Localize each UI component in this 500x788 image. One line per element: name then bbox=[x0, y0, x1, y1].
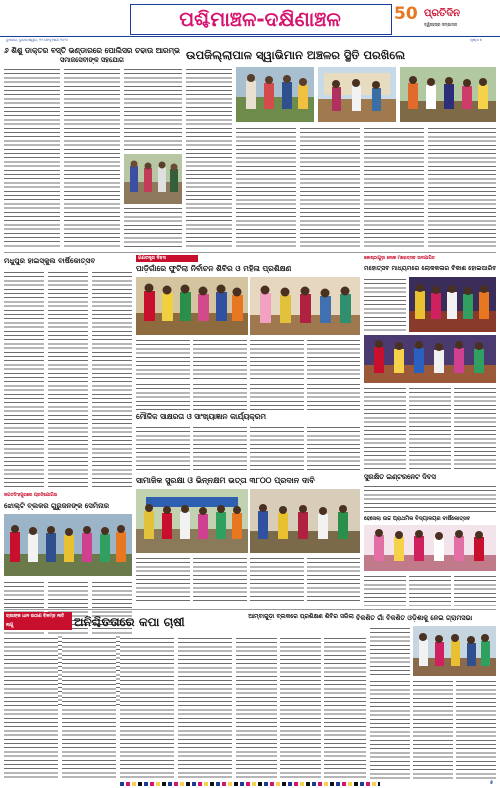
body-text bbox=[364, 126, 424, 247]
body-text bbox=[307, 338, 360, 380]
article-subcollector bbox=[186, 46, 496, 251]
body-text bbox=[280, 636, 321, 780]
headline: ମଧୁପୁର ହାଇସ୍କୁଲ ବାର୍ଷିକୋତ୍ସବ bbox=[4, 256, 96, 265]
article-cotton-farmers bbox=[4, 612, 232, 780]
article-child-doctor bbox=[4, 46, 182, 251]
news-photo bbox=[318, 67, 396, 122]
body-text bbox=[136, 425, 190, 472]
kicker: କୋଷ୍ଠାଗୁଡ଼ା ଲୋକ ମହୋତ୍ସବ ଉଦଯାପିତ bbox=[364, 256, 435, 261]
body-text bbox=[364, 484, 496, 512]
body-text bbox=[193, 382, 247, 410]
article-school-annual bbox=[364, 514, 496, 606]
page-number: ୫ bbox=[490, 780, 494, 786]
headline: ବିକଶିତ ଗାଁ ବିକଶିତ ଓଡ଼ିଶାକୁ ନେଇ ଗ୍ରାମସଭା bbox=[356, 614, 473, 622]
news-photo bbox=[250, 277, 360, 335]
masthead-title: ପଶ୍ଚିମାଞ୍ଚଳ-ଦକ୍ଷିଣାଞ୍ଚଳ bbox=[179, 7, 341, 31]
headline: ମହୋତ୍ସବ ମାଧ୍ୟମରେ ଲୋକକଳାର ବିକାଶ ହୋଇପାରିବ bbox=[364, 265, 496, 272]
kicker: ଗଣତନ୍ତ୍ର ଦିବସ bbox=[136, 255, 198, 262]
body-text bbox=[136, 382, 190, 410]
body-text bbox=[4, 270, 44, 490]
headline: ପାଡ଼ିଗାଁରେ ଫୁଟିଲା ନିର୍ବାଚନ ଶିବିର ଓ ମହିଳା ପ୍ରଶିକ୍ଷଣ bbox=[136, 264, 292, 273]
body-text bbox=[454, 574, 496, 606]
news-photo bbox=[364, 525, 496, 571]
headline: ସାମାଜିକ ସୁରକ୍ଷା ଓ ଭିନ୍ନକ୍ଷମ ଭତ୍ତା ୩୮୦୦ ପ୍ରଦାନ ଦାବି bbox=[136, 476, 315, 485]
article-republic-day bbox=[136, 255, 360, 380]
body-text bbox=[124, 67, 182, 152]
body-text bbox=[186, 67, 232, 247]
body-text bbox=[250, 338, 304, 380]
body-text bbox=[413, 679, 453, 780]
logo-number: 50 bbox=[394, 4, 418, 24]
kicker: ଜଗତସିଂହପୁରରେ ପ୍ରତିଯୋଗିତା bbox=[4, 493, 58, 498]
footer-strip bbox=[0, 780, 500, 788]
kicker: ଚାଷୀଙ୍କ ଧାନ ଉଠାଣ ବିଳମ୍ବ ନୀତି ଲାଗୁ bbox=[4, 612, 72, 630]
news-photo bbox=[364, 335, 496, 383]
body-text bbox=[307, 556, 360, 604]
body-text bbox=[193, 425, 247, 472]
news-photo bbox=[124, 154, 182, 204]
article-gram-sabha bbox=[356, 612, 496, 780]
body-text bbox=[370, 626, 410, 676]
subheadline: ସମାଜସେବୀଙ୍କ ସହଯୋଗ bbox=[60, 56, 124, 64]
body-text bbox=[364, 277, 406, 332]
section-divider bbox=[4, 252, 496, 253]
dateline-bar bbox=[0, 36, 500, 42]
body-text bbox=[370, 679, 410, 780]
body-text bbox=[454, 386, 496, 470]
page-label: ପୃଷ୍ଠା ୫ bbox=[470, 38, 482, 42]
body-text bbox=[4, 67, 60, 247]
headline: ସୁରକ୍ଷିତ ଇଣ୍ଟରନେଟ ଦିବସ bbox=[364, 473, 436, 481]
body-text bbox=[92, 270, 132, 490]
body-text bbox=[307, 382, 360, 410]
body-text bbox=[250, 556, 304, 604]
body-text bbox=[307, 425, 360, 472]
article-pension-demand bbox=[136, 474, 360, 604]
headline: ମୌଳିକ ସାକ୍ଷରତା ଓ ସାଂଖ୍ୟାଜ୍ଞାନ କାର୍ଯ୍ୟକ୍ରମ bbox=[136, 412, 266, 421]
news-photo bbox=[4, 514, 132, 576]
news-photo bbox=[236, 67, 314, 122]
body-text bbox=[4, 636, 58, 780]
masthead bbox=[0, 0, 500, 42]
body-text bbox=[136, 556, 190, 604]
body-text bbox=[193, 338, 247, 380]
news-photo bbox=[400, 67, 496, 122]
body-text bbox=[250, 425, 304, 472]
body-text bbox=[120, 636, 174, 780]
body-text bbox=[409, 386, 451, 470]
headline: ୬ ଶିଶୁ ଡାକ୍ତର ବସ୍ତି ଭଣ୍ଡାରରେ ପୋଲିସର ଚଢାଉ ଆରମ୍ଭ bbox=[4, 46, 180, 55]
news-photo bbox=[409, 277, 496, 332]
newspaper-logo bbox=[394, 4, 496, 34]
body-text bbox=[124, 206, 182, 247]
logo-name: ପ୍ରତିଦିନ bbox=[424, 8, 460, 19]
article-safe-internet bbox=[364, 472, 496, 512]
registration-marks bbox=[120, 782, 380, 786]
body-text bbox=[364, 386, 406, 470]
body-text bbox=[300, 126, 360, 247]
body-text bbox=[193, 556, 247, 604]
news-photo bbox=[136, 489, 248, 553]
body-text bbox=[64, 67, 120, 247]
section-divider bbox=[4, 609, 496, 610]
body-text bbox=[250, 382, 304, 410]
body-text bbox=[48, 270, 88, 490]
body-text bbox=[62, 636, 116, 780]
date-line: ବୁଧବାର, ଭୁବନେଶ୍ୱର, ୧୧ ଫେବୃଆରୀ ୨୦୨୬ bbox=[6, 38, 69, 42]
body-text bbox=[428, 126, 496, 247]
headline: ଝୋଲ୍ଟି ବ୍ଲକର ଗୁରୁଜନଙ୍କ ସେମିନାର bbox=[4, 502, 110, 510]
body-text bbox=[178, 636, 232, 780]
headline: ହେସେଲା ଉଚ୍ଚ ପ୍ରାଥମିକ ବିଦ୍ୟାଳୟର ବାର୍ଷିକୋତ୍ସବ bbox=[364, 516, 471, 522]
body-text bbox=[136, 338, 190, 380]
news-photo bbox=[136, 277, 248, 335]
article-training-camp bbox=[236, 612, 366, 780]
news-photo bbox=[413, 626, 496, 676]
news-photo bbox=[250, 489, 360, 553]
body-text bbox=[324, 636, 366, 780]
article-literacy bbox=[136, 382, 360, 472]
article-madhupur bbox=[4, 255, 132, 490]
body-text bbox=[364, 574, 406, 606]
body-text bbox=[409, 574, 451, 606]
body-text bbox=[236, 126, 296, 247]
body-text bbox=[456, 679, 496, 780]
headline: ଉପଜିଲ୍ଲାପାଳ ସ୍ୱାଭିମାନ ଅଞ୍ଚଳର ସ୍ଥିତି ପରଖିଲେ bbox=[186, 48, 406, 62]
article-folk-festival bbox=[364, 255, 496, 470]
logo-tagline: ଦ୍ୱିସହସ୍ର ସମ୍ପାଦନା bbox=[424, 22, 458, 27]
headline: ଅନିଶ୍ଚିତତାରେ କପା ଚାଷୀ bbox=[74, 615, 185, 629]
body-text bbox=[236, 636, 277, 780]
headline: ଆମ୍ବାଗୁଡ଼ା ବ୍ଲକରେ ପ୍ରଶିକ୍ଷଣ ଶିବିର ସରିଲା bbox=[248, 613, 354, 620]
